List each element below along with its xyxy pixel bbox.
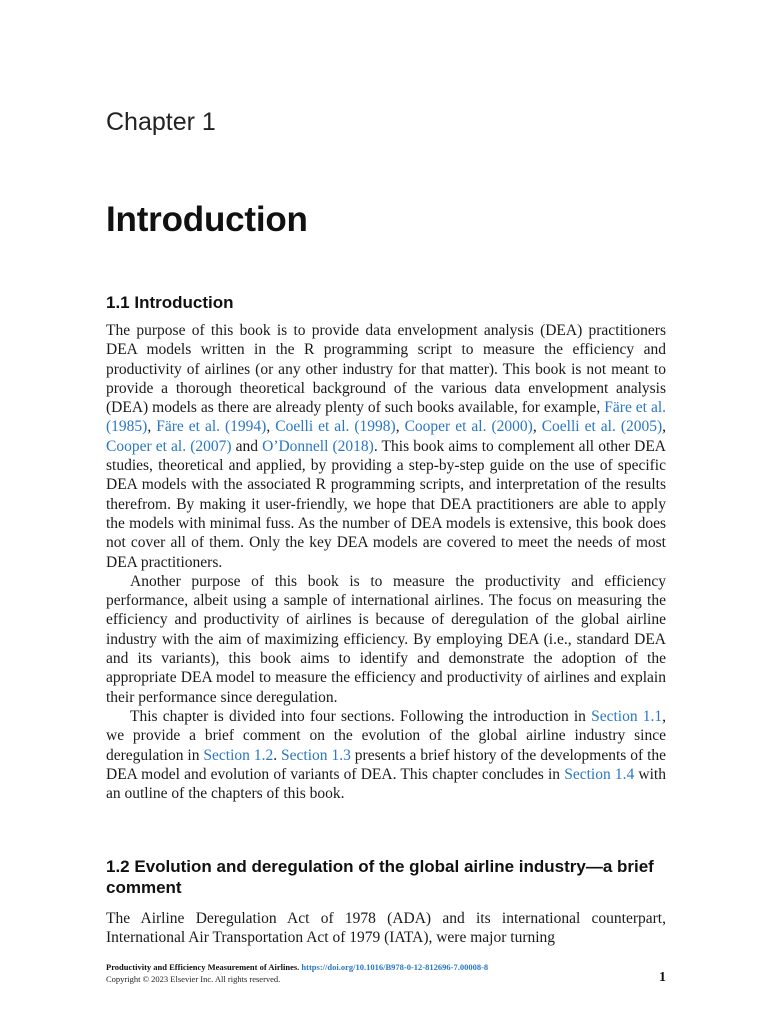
page-footer (106, 961, 666, 985)
paragraph-text: , we provide a brief comment on the evolution of the global airline industry since deregulation in (106, 707, 667, 764)
separator: , (532, 418, 542, 436)
paragraph-text: presents a brief history of the developments of the DEA model and evolution of variants of DEA. This chapter concludes in (106, 746, 667, 783)
footer-doi-link[interactable]: https://doi.org/10.1016/B978-0-12-812696-7.00008-8 (301, 962, 489, 972)
footer-citation (106, 961, 666, 973)
citation-link[interactable]: Färe et al. (1985) (106, 399, 666, 436)
separator: , (662, 418, 667, 436)
citation-link[interactable]: Färe et al. (1994) (156, 418, 267, 436)
section-heading-1-2: 1.2 Evolution and deregulation of the global airline industry—a brief comment (106, 857, 654, 897)
section-heading-1-1: 1.1 Introduction (106, 293, 234, 312)
citation-link[interactable]: Cooper et al. (2007) (106, 437, 232, 455)
citation-link[interactable]: O’Donnell (2018) (262, 437, 374, 455)
paragraph-text: with an outline of the chapters of this book. (106, 765, 666, 803)
citation-link[interactable]: Coelli et al. (2005) (541, 418, 663, 436)
section-link[interactable]: Section 1.3 (281, 746, 351, 764)
chapter-label: Chapter 1 (106, 108, 216, 136)
section-1-2-body (106, 909, 666, 948)
paragraph-text: This chapter is divided into four sections. Following the introduction in (130, 707, 592, 725)
section-link[interactable]: Section 1.1 (591, 707, 663, 725)
chapter-title: Introduction (106, 200, 308, 239)
footer-book-title: Productivity and Efficiency Measurement of Airlines. (106, 962, 300, 972)
paragraph-text: The purpose of this book is to provide data envelopment analysis (DEA) practitioners DEA models written in the R programming script to measure the efficiency and productivity of airlines (or any other industry for that matter). This book is not meant to provide a thorough theoretical background of the various data envelopment analysis (DEA) models as there are already plenty of such books available, for example, (106, 322, 666, 417)
separator: , (395, 418, 405, 436)
citation-link[interactable]: Coelli et al. (1998) (275, 418, 396, 436)
paragraph-1 (106, 321, 666, 572)
paragraph-text: . This book aims to complement all other DEA studies, theoretical and applied, by providing a step-by-step guide on the use of specific DEA models with the associated R programming scripts, and interpretation of the results therefrom. By making it user-friendly, we hope that DEA practitioners are able to apply the models with minimal fuss. As the number of DEA models is extensive, this book does not cover all of them. Only the key DEA models are covered to meet the needs of most DEA practitioners. (106, 437, 666, 571)
citation-link[interactable]: Cooper et al. (2000) (404, 418, 533, 436)
page-number: 1 (659, 970, 666, 985)
paragraph-3 (106, 707, 666, 803)
page (106, 0, 666, 1024)
separator: , (266, 418, 276, 436)
section-1-1-body (106, 321, 666, 803)
paragraph-4: The Airline Deregulation Act of 1978 (ADA) and its international counterpart, International Air Transportation Act of 1979 (IATA), were major turning (106, 910, 666, 947)
separator: and (231, 437, 263, 455)
section-link[interactable]: Section 1.2 (203, 746, 274, 764)
paragraph-2: Another purpose of this book is to measure the productivity and efficiency performance, albeit using a sample of international airlines. The focus on measuring the efficiency and productivity of airlines is because of deregulation of the global airline industry with the aim of maximizing efficiency. By employing DEA (i.e., standard DEA and its variants), this book aims to identify and demonstrate the adoption of the appropriate DEA model to measure the efficiency and productivity of airlines and explain their performance since deregulation. (106, 572, 666, 706)
separator: , (147, 418, 157, 436)
footer-copyright: Copyright © 2023 Elsevier Inc. All rights reserved. (106, 974, 281, 984)
section-link[interactable]: Section 1.4 (564, 765, 635, 783)
paragraph-text: . (273, 746, 282, 764)
